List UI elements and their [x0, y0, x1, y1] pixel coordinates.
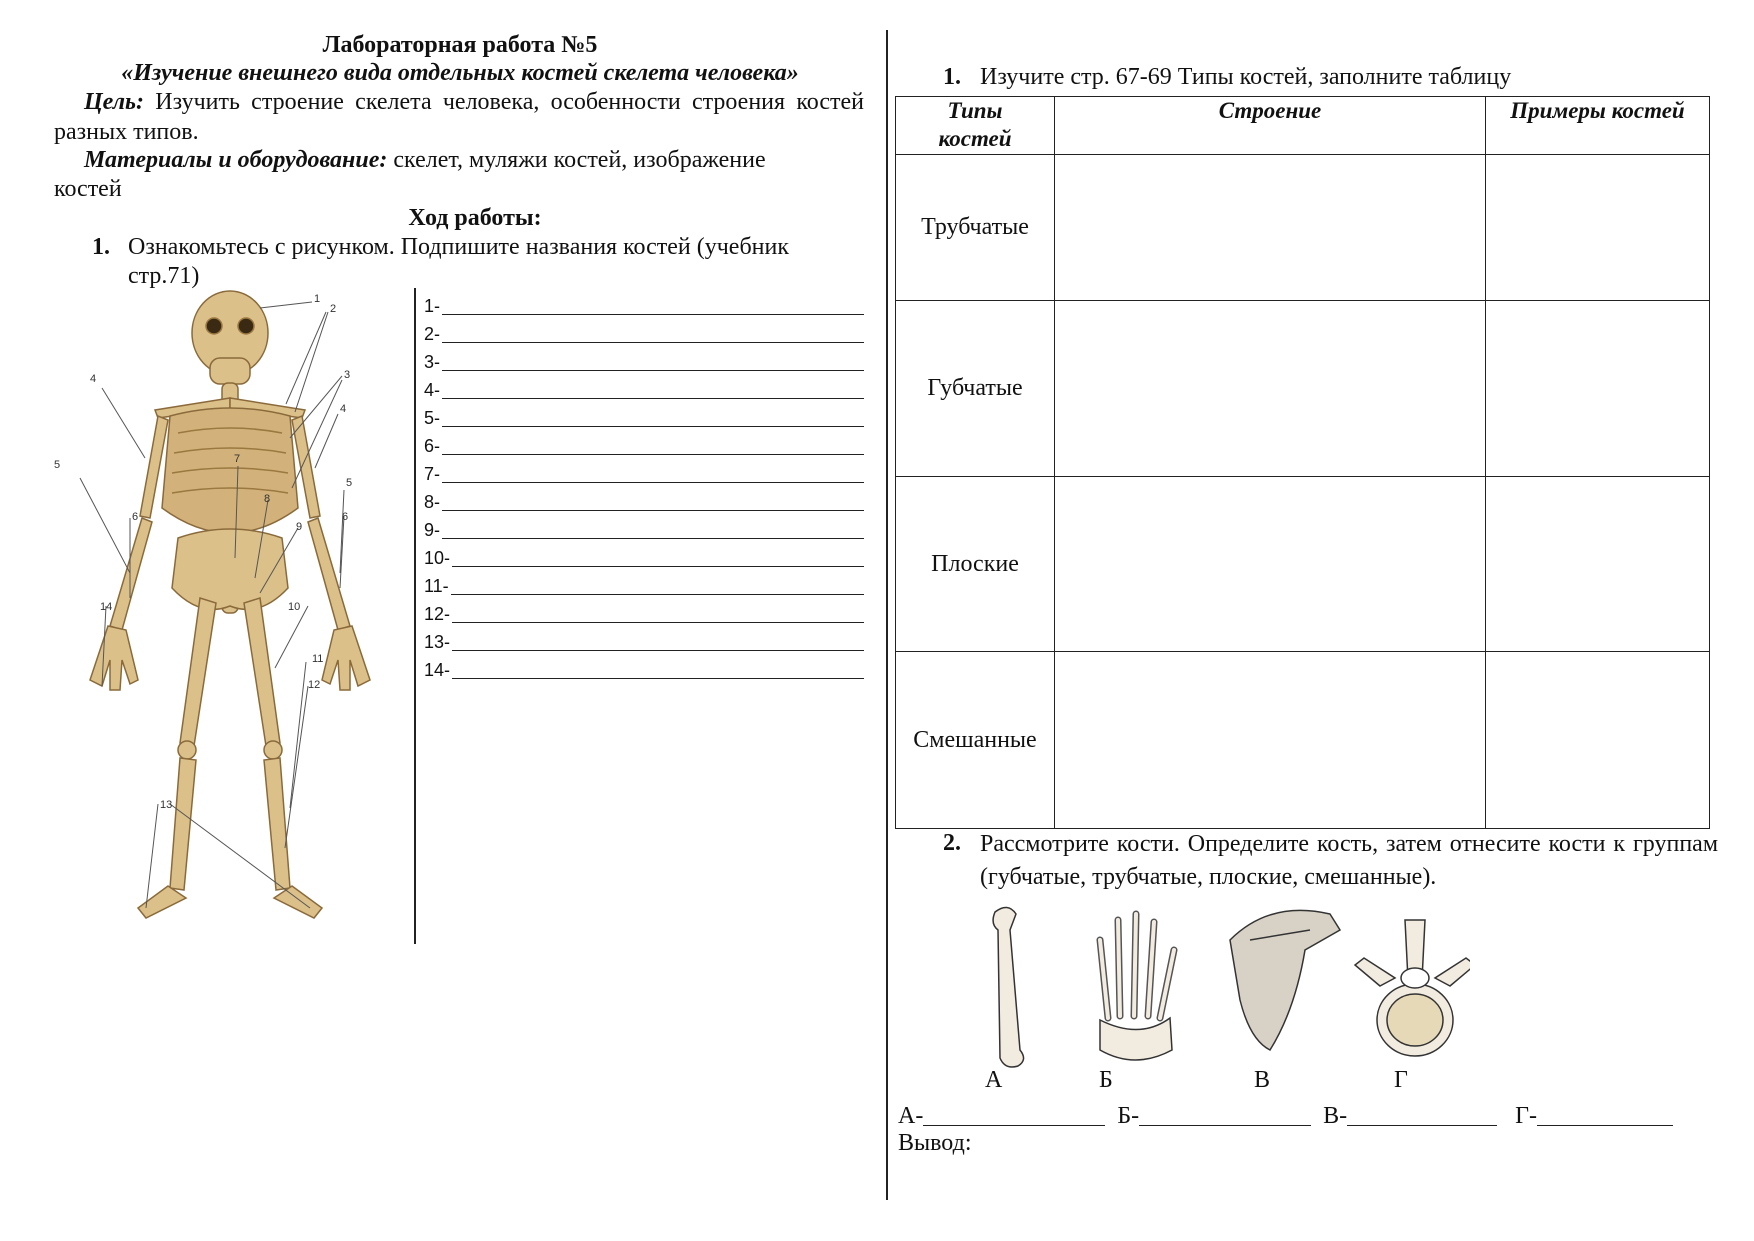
- fig-label-4b: 4: [340, 403, 347, 415]
- image-label-g: Г: [1394, 1067, 1408, 1093]
- fill-blank-v[interactable]: [1347, 1125, 1497, 1126]
- foot-left: [138, 886, 186, 918]
- femur-left: [180, 598, 216, 746]
- cell-structure-tubular[interactable]: [1055, 155, 1486, 301]
- fig-label-6a: 6: [132, 511, 139, 523]
- goal-text: Изучить строение скелета человека, особенности строения костей разных типов.: [54, 89, 864, 145]
- task2-text: Рассмотрите кости. Определите кость, затем отнесите кости к группам (губчатые, трубчатые, плоские, смешанные).: [980, 831, 1718, 890]
- pelvis: [172, 529, 288, 609]
- cell-structure-flat[interactable]: [1055, 477, 1486, 652]
- goal-paragraph: [54, 87, 864, 147]
- answer-line-1[interactable]: 1-: [424, 290, 864, 318]
- skeleton-figure: [50, 288, 410, 928]
- answer-line-12[interactable]: 12-: [424, 598, 864, 626]
- cell-examples-tubular[interactable]: [1486, 155, 1710, 301]
- answers-divider: [414, 288, 416, 944]
- bone-v-scapula: [1230, 910, 1340, 1050]
- patella-left: [178, 741, 196, 759]
- answer-line-5[interactable]: 5-: [424, 402, 864, 430]
- answer-line-3[interactable]: 3-: [424, 346, 864, 374]
- answer-line-10[interactable]: 10-: [424, 542, 864, 570]
- fig-label-4a: 4: [90, 373, 97, 385]
- answer-line-6[interactable]: 6-: [424, 430, 864, 458]
- fig-label-13: 13: [160, 799, 173, 811]
- task1-number: 1.: [92, 234, 110, 260]
- cell-examples-mixed[interactable]: [1486, 652, 1710, 829]
- fill-label-b: Б-: [1117, 1103, 1140, 1129]
- fig-label-8: 8: [264, 493, 271, 505]
- image-label-v: В: [1254, 1067, 1271, 1093]
- table-row: [896, 301, 1710, 477]
- cell-structure-mixed[interactable]: [1055, 652, 1486, 829]
- fill-label-g: Г-: [1515, 1103, 1537, 1129]
- right-task1-text: Изучите стр. 67-69 Типы костей, заполните таблицу: [980, 64, 1512, 90]
- bone-b-hand: [1100, 914, 1174, 1060]
- fig-label-1: 1: [314, 293, 321, 305]
- image-label-b: Б: [1099, 1067, 1113, 1093]
- fig-label-11: 11: [312, 653, 324, 665]
- ribcage: [162, 408, 298, 533]
- forearm-right: [308, 518, 350, 630]
- table-row: [896, 477, 1710, 652]
- tibia-right: [264, 758, 290, 890]
- page-divider: [886, 30, 888, 1200]
- header-examples: Примеры костей: [1486, 97, 1710, 155]
- fig-label-3: 3: [344, 369, 351, 381]
- answer-line-8[interactable]: 8-: [424, 486, 864, 514]
- fig-label-12: 12: [308, 679, 321, 691]
- right-task1-number: 1.: [943, 64, 961, 90]
- bone-types-table: [895, 96, 1710, 829]
- fill-label-a: А-: [898, 1103, 924, 1129]
- fig-label-2: 2: [330, 303, 337, 315]
- answer-line-13[interactable]: 13-: [424, 626, 864, 654]
- conclusion-label: Вывод:: [898, 1130, 972, 1156]
- goal-label: Цель:: [84, 89, 144, 115]
- answer-line-14[interactable]: 14-: [424, 654, 864, 682]
- table-row: [896, 652, 1710, 829]
- task1-text: Ознакомьтесь с рисунком. Подпишите названия костей (учебник: [128, 234, 790, 260]
- header-structure: Строение: [1055, 97, 1486, 155]
- materials-text-cont: костей: [54, 176, 122, 202]
- fill-label-v: В-: [1323, 1103, 1348, 1129]
- bone-g-vertebra: [1355, 920, 1470, 1056]
- image-label-a: А: [985, 1067, 1003, 1093]
- fig-label-14: 14: [100, 601, 113, 613]
- table-header-row: [896, 97, 1710, 155]
- table-row: [896, 155, 1710, 301]
- answer-line-9[interactable]: 9-: [424, 514, 864, 542]
- fig-label-10: 10: [288, 601, 301, 613]
- patella-right: [264, 741, 282, 759]
- materials-text: скелет, муляжи костей, изображение: [393, 147, 766, 173]
- cell-examples-spongy[interactable]: [1486, 301, 1710, 477]
- bone-images: [950, 900, 1470, 1075]
- hand-left: [90, 626, 138, 690]
- materials-line: [84, 145, 864, 175]
- header-types: Типы костей: [896, 97, 1055, 155]
- row-label-tubular: Трубчатые: [896, 155, 1055, 301]
- cell-structure-spongy[interactable]: [1055, 301, 1486, 477]
- answer-line-4[interactable]: 4-: [424, 374, 864, 402]
- task2-number: 2.: [943, 830, 961, 856]
- forearm-left: [110, 518, 152, 630]
- fill-blank-a[interactable]: [923, 1125, 1105, 1126]
- answer-line-7[interactable]: 7-: [424, 458, 864, 486]
- fig-label-9: 9: [296, 521, 303, 533]
- task1-text-cont: стр.71): [128, 263, 200, 289]
- bone-a-femur: [993, 907, 1023, 1067]
- jaw: [210, 358, 250, 384]
- fig-label-7: 7: [234, 453, 241, 465]
- materials-label: Материалы и оборудование:: [84, 147, 388, 173]
- lab-title: Лабораторная работа №5: [322, 32, 598, 58]
- fig-label-5b: 5: [346, 477, 353, 489]
- tibia-left: [170, 758, 196, 890]
- hand-right: [322, 626, 370, 690]
- cell-examples-flat[interactable]: [1486, 477, 1710, 652]
- row-label-flat: Плоские: [896, 477, 1055, 652]
- fig-label-5a: 5: [54, 459, 61, 471]
- progress-heading: Ход работы:: [408, 205, 542, 231]
- fill-blank-g[interactable]: [1537, 1125, 1673, 1126]
- row-label-spongy: Губчатые: [896, 301, 1055, 477]
- answers-fill-row: [898, 1098, 1718, 1130]
- fill-blank-b[interactable]: [1139, 1125, 1311, 1126]
- row-label-mixed: Смешанные: [896, 652, 1055, 829]
- fig-label-6b: 6: [342, 511, 349, 523]
- answer-line-2[interactable]: 2-: [424, 318, 864, 346]
- femur-right: [244, 598, 280, 746]
- answer-line-11[interactable]: 11-: [424, 570, 864, 598]
- lab-subtitle: «Изучение внешнего вида отдельных костей скелета человека»: [121, 60, 799, 86]
- foot-right: [274, 886, 322, 918]
